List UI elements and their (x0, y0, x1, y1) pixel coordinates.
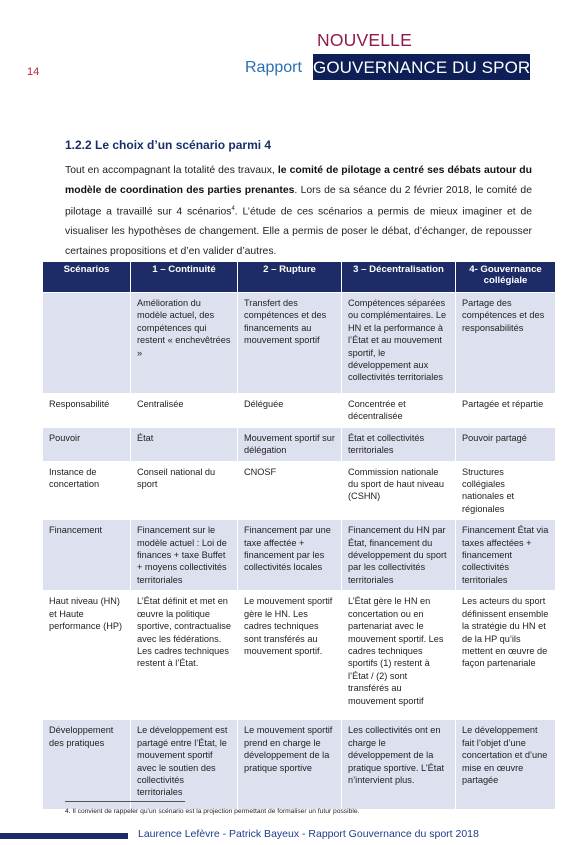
table-cell: Le mouvement sportif gère le HN. Les cadres techniques sont transférés au mouvement sportif. (238, 591, 342, 720)
header-scenarios: Scénarios (43, 262, 131, 293)
scenarios-table (42, 261, 556, 810)
table-cell: Compétences séparées ou complémentaires. Le HN et la performance à l’État et au mouvement sportif, le développement aux collectivités territoriales (342, 293, 456, 394)
table-cell: État et collectivités territoriales (342, 427, 456, 461)
title-nouvelle: NOUVELLE (317, 30, 412, 50)
header-gouvernance-collegiale: 4- Gouvernance collégiale (456, 262, 556, 293)
intro-bold-text: le comité de pilotage a centré ses débats autour du modèle de coordination des parties prenantes (65, 165, 532, 196)
table-cell: Financement sur le modèle actuel : Loi de finances + taxe Buffet + moyens collectivités territoriales (131, 520, 238, 591)
table-row (43, 293, 556, 394)
table-cell: Pouvoir partagé (456, 427, 556, 461)
table-cell: Le mouvement sportif prend en charge le développement de la pratique sportive (238, 720, 342, 810)
table-cell: L’État gère le HN en concertation ou en partenariat avec le mouvement sportif. Les cadres techniques sportifs (1) restent à l’État / (2) sont transférés au mouvement sportif (342, 591, 456, 720)
intro-paragraph (65, 161, 532, 261)
intro-text-3: . L’étude de ces scénarios a permis de mieux imaginer et de visualiser les hypothèses de changement. Elle a permis de poser le débat, d’échanger, de repousser certaines propositions et d’en valider d’autres. (65, 206, 533, 257)
table-cell: Structures collégiales nationales et régionales (456, 461, 556, 520)
table-cell: Le développement fait l’objet d’une concertation et d’une mise en œuvre partagée (456, 720, 556, 810)
footnote-divider (65, 801, 185, 802)
table-cell: Amélioration du modèle actuel, des compétences qui restent « enchevêtrées » (131, 293, 238, 394)
intro-text-2: . Lors de sa séance du 2 février 2018, le comité de pilotage a travaillé sur 4 scénarios (65, 184, 532, 218)
table-cell: Le développement est partagé entre l’État, le mouvement sportif avec le soutien des collectivités territoriales (131, 720, 238, 810)
footer-bar (0, 833, 128, 839)
table-cell: Conseil national du sport (131, 461, 238, 520)
table-row (43, 520, 556, 591)
table-cell: Commission nationale du sport de haut niveau (CSHN) (342, 461, 456, 520)
table-cell: Partage des compétences et des responsabilités (456, 293, 556, 394)
row-label: Développement des pratiques (43, 720, 131, 810)
rapport-label: Rapport (245, 59, 302, 76)
footnote-ref: 4 (231, 206, 235, 213)
title-banner (313, 54, 541, 80)
table-row (43, 591, 556, 720)
table-cell: Partagée et répartie (456, 394, 556, 428)
page-number: 14 (27, 66, 40, 78)
table-cell: CNOSF (238, 461, 342, 520)
header-continuite: 1 – Continuité (131, 262, 238, 293)
row-label: Instance de concertation (43, 461, 131, 520)
row-label: Haut niveau (HN) et Haute performance (HP) (43, 591, 131, 720)
footer-text: Laurence Lefèvre - Patrick Bayeux - Rapport Gouvernance du sport 2018 (138, 828, 479, 840)
header-rupture: 2 – Rupture (238, 262, 342, 293)
table-cell: Centralisée (131, 394, 238, 428)
table-cell: Financement par une taxe affectée + financement par les collectivités locales (238, 520, 342, 591)
table-row (43, 461, 556, 520)
title-gouvernance: GOUVERNANCE DU SPORT (313, 58, 541, 77)
intro-text-1: Tout en accompagnant la totalité des travaux, (65, 165, 278, 176)
table-header-row (43, 262, 556, 293)
table-row (43, 720, 556, 810)
footnote: 4. Il convient de rappeler qu’un scénario est la projection permettant de formaliser un futur possible. (65, 808, 360, 815)
table-cell: État (131, 427, 238, 461)
table-cell: Financement État via taxes affectées + financement collectivités territoriales (456, 520, 556, 591)
section-heading: 1.2.2 Le choix d’un scénario parmi 4 (65, 138, 272, 152)
row-label: Pouvoir (43, 427, 131, 461)
table-cell: Mouvement sportif sur délégation (238, 427, 342, 461)
table-cell: Financement du HN par État, financement du développement du sport par les collectivités territoriales (342, 520, 456, 591)
table-row (43, 394, 556, 428)
header-decentralisation: 3 – Décentralisation (342, 262, 456, 293)
table-cell: L’État définit et met en œuvre la politique sportive, contractualise avec les fédérations. Les cadres techniques restent à l’État. (131, 591, 238, 720)
table-row (43, 427, 556, 461)
table-cell: Concentrée et décentralisée (342, 394, 456, 428)
table-cell: Déléguée (238, 394, 342, 428)
table-cell: Transfert des compétences et des financements au mouvement sportif (238, 293, 342, 394)
table-cell: Les acteurs du sport définissent ensemble la stratégie du HN et de la HP qu’ils mettent en œuvre de façon partenariale (456, 591, 556, 720)
row-label: Financement (43, 520, 131, 591)
table-cell: Les collectivités ont en charge le développement de la pratique sportive. L’État n’intervient plus. (342, 720, 456, 810)
row-label (43, 293, 131, 394)
row-label: Responsabilité (43, 394, 131, 428)
